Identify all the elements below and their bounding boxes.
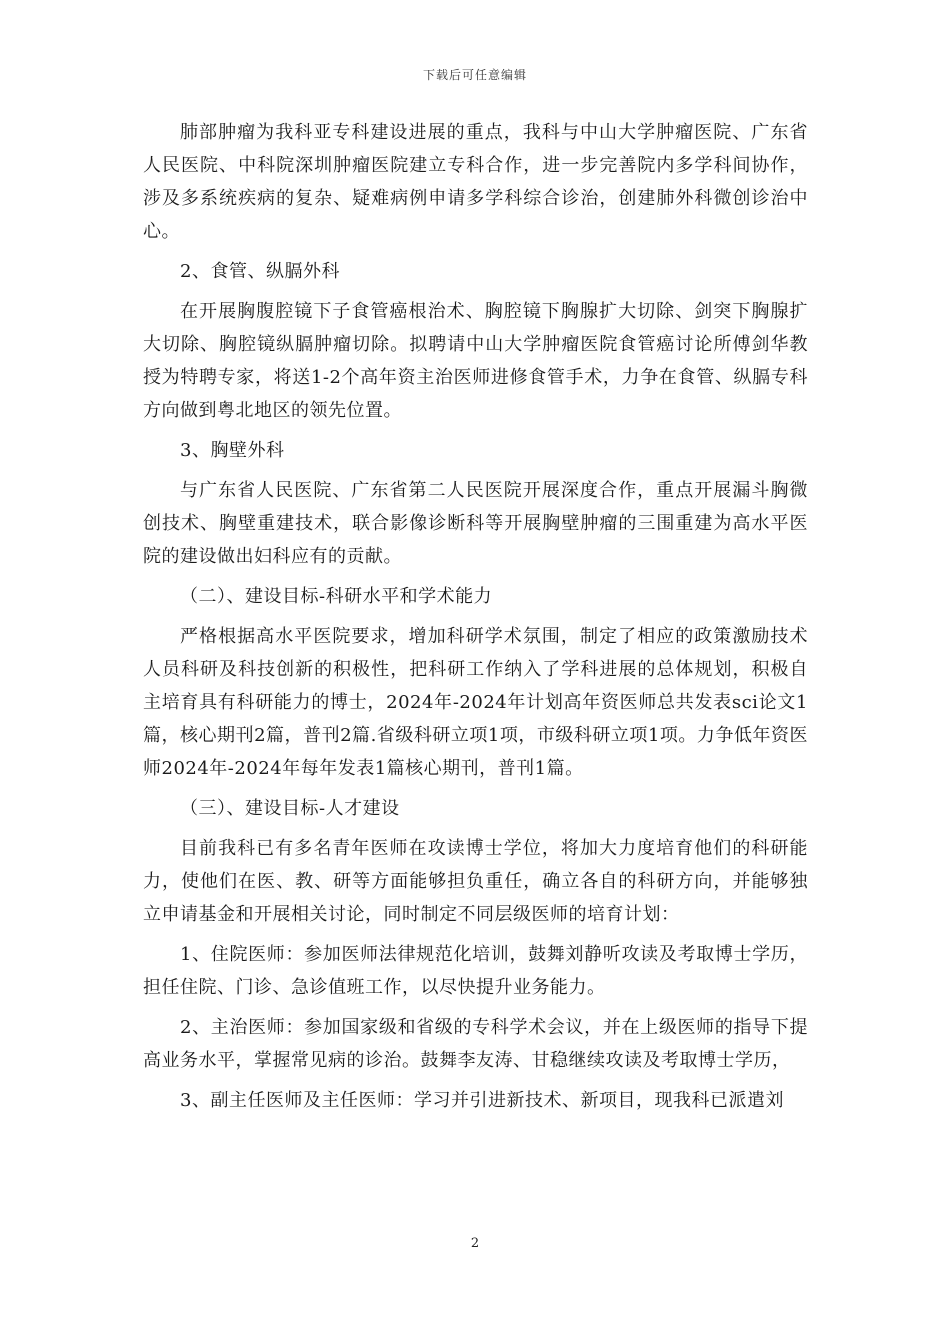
paragraph-resident-physician: 1、住院医师：参加医师法律规范化培训，鼓舞刘静听攻读及考取博士学历，担任住院、门诊、急诊值班工作，以尽快提升业务能力。: [143, 944, 808, 998]
paragraph-attending-physician: 2、主治医师：参加国家级和省级的专科学术会议，并在上级医师的指导下提高业务水平，掌握常见病的诊治。鼓舞李友涛、甘稳继续攻读及考取博士学历，: [143, 1017, 808, 1071]
paragraph-research-goals: 严格根据高水平医院要求，增加科研学术氛围，制定了相应的政策激励技术人员科研及科技创新的积极性，把科研工作纳入了学科进展的总体规划，积极自主培育具有科研能力的博士，2024年-2024年计划高年资医师总共发表sci论文1篇，核心期刊2篇，普刊2篇.省级科研立项1项，市级科研立项1项。力争低年资医师2024年-2024年每年发表1篇核心期刊，普刊1篇。: [143, 626, 808, 779]
heading-research-goals: （二）、建设目标-科研水平和学术能力: [180, 586, 493, 607]
paragraph-talent-building: 目前我科已有多名青年医师在攻读博士学位，将加大力度培育他们的科研能力，使他们在医、教、研等方面能够担负重任，确立各自的科研方向，并能够独立申请基金和开展相关讨论，同时制定不同层级医师的培育计划：: [143, 838, 808, 925]
heading-esophagus-mediastinum: 2、食管、纵膈外科: [180, 261, 340, 282]
paragraph-esophagus-mediastinum: 在开展胸腹腔镜下子食管癌根治术、胸腔镜下胸腺扩大切除、剑突下胸腺扩大切除、胸腔镜纵膈肿瘤切除。拟聘请中山大学肿瘤医院食管癌讨论所傅剑华教授为特聘专家，将送1-2个高年资主治医师进修食管手术，力争在食管、纵膈专科方向做到粤北地区的领先位置。: [143, 301, 808, 421]
page-number: 2: [470, 1236, 480, 1251]
paragraph-chief-physician: 3、副主任医师及主任医师：学习并引进新技术、新项目，现我科已派遣刘: [180, 1090, 784, 1111]
page-header-note: 下载后可任意编辑: [422, 68, 527, 82]
heading-talent-building: （三）、建设目标-人才建设: [180, 798, 400, 819]
heading-chest-wall: 3、胸壁外科: [180, 440, 285, 461]
paragraph-lung-tumor: 肺部肿瘤为我科亚专科建设进展的重点，我科与中山大学肿瘤医院、广东省人民医院、中科院深圳肿瘤医院建立专科合作，进一步完善院内多学科间协作，涉及多系统疾病的复杂、疑难病例申请多学科综合诊治，创建肺外科微创诊治中心。: [143, 122, 808, 242]
document-body: [143, 116, 808, 1124]
paragraph-chest-wall: 与广东省人民医院、广东省第二人民医院开展深度合作，重点开展漏斗胸微创技术、胸壁重建技术，联合影像诊断科等开展胸壁肿瘤的三围重建为高水平医院的建设做出妇科应有的贡献。: [143, 480, 808, 567]
